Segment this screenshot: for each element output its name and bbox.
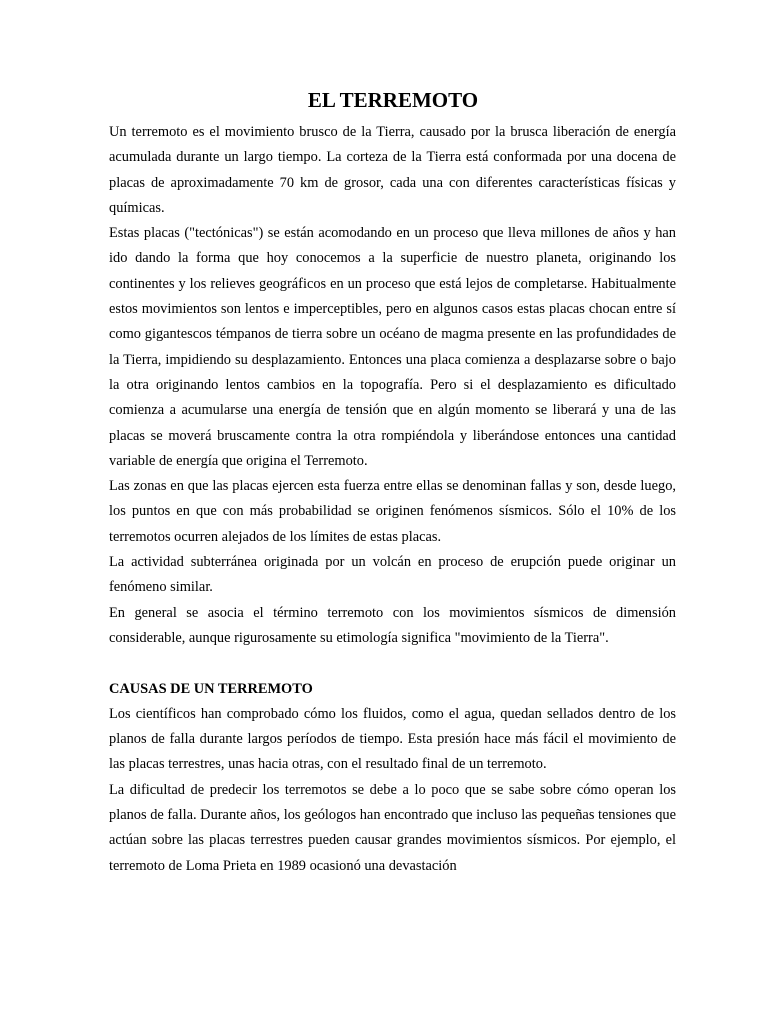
paragraph-etymology: En general se asocia el término terremoto con los movimientos sísmicos de dimensión considerable, aunque rigurosamente su etimología significa "movimiento de la Tierra". xyxy=(109,604,676,646)
section-heading-causes: CAUSAS DE UN TERREMOTO xyxy=(109,680,313,697)
paragraph-causes-prediction: La dificultad de predecir los terremotos se debe a lo poco que se sabe sobre cómo operan los planos de falla. Durante años, los geólogos han encontrado que incluso las pequeñas tensiones que actúan sobre las placas terrestres pueden causar grandes movimientos sísmicos. Por ejemplo, el terremoto de Loma Prieta en 1989 ocasionó una devastación xyxy=(109,781,676,874)
paragraph-faults: Las zonas en que las placas ejercen esta fuerza entre ellas se denominan fallas y son, desde luego, los puntos en que con más probabilidad se originen fenómenos sísmicos. Sólo el 10% de los terremotos ocurren alejados de los límites de estas placas. xyxy=(109,478,676,545)
document-body xyxy=(109,120,676,879)
paragraph-causes-fluids: Los científicos han comprobado cómo los fluidos, como el agua, quedan sellados dentro de los planos de falla durante largos períodos de tiempo. Esta presión hace más fácil el movimiento de las placas terrestres, unas hacia otras, con el resultado final de un terremoto. xyxy=(109,705,676,773)
paragraph-intro: Un terremoto es el movimiento brusco de la Tierra, causado por la brusca liberación de energía acumulada durante un largo tiempo. La corteza de la Tierra está conformada por una docena de placas de aproximadamente 70 km de grosor, cada una con diferentes características físicas y químicas. xyxy=(109,124,676,216)
paragraph-plates: Estas placas ("tectónicas") se están acomodando en un proceso que lleva millones de años y han ido dando la forma que hoy conocemos a la superficie de nuestro planeta, originando los continentes y los relieves geográficos en un proceso que está lejos de completarse. Habitualmente estos movimientos son lentos e imperceptibles, pero en algunos casos estas placas chocan entre sí como gigantescos témpanos de tierra sobre un océano de magma presente en las profundidades de la Tierra, impidiendo su desplazamiento. Entonces una placa comienza a desplazarse sobre o bajo la otra originando lentos cambios en la topografía. Pero si el desplazamiento es dificultado comienza a acumularse una energía de tensión que en algún momento se liberará y una de las placas se moverá bruscamente contra la otra rompiéndola y liberándose entonces una cantidad variable de energía que origina el Terremoto. xyxy=(109,225,676,469)
document-title: EL TERREMOTO xyxy=(307,88,479,112)
paragraph-volcano: La actividad subterránea originada por un volcán en proceso de erupción puede originar un fenómeno similar. xyxy=(109,554,676,596)
